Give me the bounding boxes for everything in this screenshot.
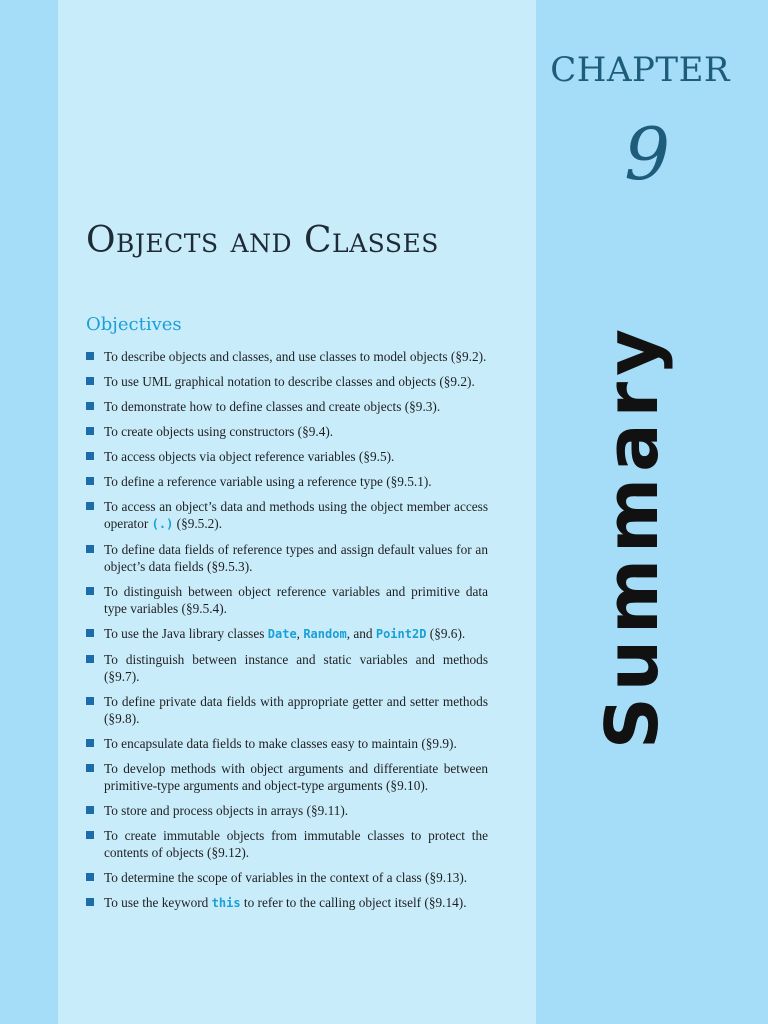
objective-text: To describe objects and classes, and use classes to model objects (§9.2). [104, 349, 487, 364]
chapter-title: Objects and Classes [86, 220, 439, 261]
objective-item [86, 869, 488, 886]
square-bullet-icon [86, 377, 94, 385]
objective-text: To determine the scope of variables in the context of a class (§9.13). [104, 870, 468, 885]
objective-item [86, 348, 488, 365]
square-bullet-icon [86, 739, 94, 747]
code-term: Date [267, 627, 297, 641]
objective-text: To create immutable objects from immutable classes to protect the contents of objects (§9.12). [104, 828, 488, 860]
square-bullet-icon [86, 427, 94, 435]
square-bullet-icon [86, 764, 94, 772]
square-bullet-icon [86, 831, 94, 839]
objective-text: , [296, 626, 304, 641]
square-bullet-icon [86, 352, 94, 360]
square-bullet-icon [86, 697, 94, 705]
chapter-number: 9 [624, 112, 670, 196]
objective-text: To create objects using constructors (§9.4). [104, 424, 334, 439]
objective-item [86, 625, 488, 643]
objective-item [86, 735, 488, 752]
objective-text: To encapsulate data fields to make classes easy to maintain (§9.9). [104, 736, 457, 751]
objective-list [86, 348, 488, 920]
objective-text: To store and process objects in arrays (§9.11). [104, 803, 349, 818]
objective-item [86, 541, 488, 575]
square-bullet-icon [86, 806, 94, 814]
objective-text: To use the Java library classes [104, 626, 268, 641]
square-bullet-icon [86, 452, 94, 460]
square-bullet-icon [86, 545, 94, 553]
objective-item [86, 760, 488, 794]
objective-text: To distinguish between instance and static variables and methods (§9.7). [104, 652, 488, 684]
objective-text: To use UML graphical notation to describe classes and objects (§9.2). [104, 374, 475, 389]
objective-item [86, 827, 488, 861]
code-term: this [211, 896, 241, 910]
objective-item [86, 583, 488, 617]
chapter-label: CHAPTER [550, 50, 730, 90]
code-term: Point2D [375, 627, 427, 641]
code-term: Random [303, 627, 347, 641]
square-bullet-icon [86, 502, 94, 510]
objective-item [86, 802, 488, 819]
square-bullet-icon [86, 655, 94, 663]
objective-item [86, 398, 488, 415]
square-bullet-icon [86, 402, 94, 410]
objective-item [86, 651, 488, 685]
square-bullet-icon [86, 587, 94, 595]
objective-text: , and [346, 626, 376, 641]
objectives-heading: Objectives [86, 314, 182, 335]
summary-side-label: Summary [590, 322, 674, 750]
objective-text: To distinguish between object reference variables and primitive data type variables (§9.5.4). [104, 584, 488, 616]
square-bullet-icon [86, 898, 94, 906]
objective-item [86, 373, 488, 390]
objective-item [86, 894, 488, 912]
code-term: (.) [151, 517, 174, 531]
objective-text: (§9.6). [426, 626, 466, 641]
objective-item [86, 473, 488, 490]
objective-text: To develop methods with object arguments and differentiate between primitive-type arguments and object-type arguments (§9.10). [104, 761, 488, 793]
square-bullet-icon [86, 477, 94, 485]
objective-text: (§9.5.2). [173, 516, 223, 531]
square-bullet-icon [86, 873, 94, 881]
objective-text: To use the keyword [104, 895, 212, 910]
objective-text: To define private data fields with appropriate getter and setter methods (§9.8). [104, 694, 488, 726]
objective-text: To define data fields of reference types and assign default values for an object’s data fields (§9.5.3). [104, 542, 488, 574]
objective-text: To access an object’s data and methods using the object member access operator [104, 499, 488, 531]
square-bullet-icon [86, 629, 94, 637]
objective-text: To demonstrate how to define classes and create objects (§9.3). [104, 399, 441, 414]
objective-item [86, 423, 488, 440]
objective-item [86, 498, 488, 533]
objective-text: To define a reference variable using a reference type (§9.5.1). [104, 474, 432, 489]
objective-text: To access objects via object reference variables (§9.5). [104, 449, 395, 464]
objective-item [86, 448, 488, 465]
objective-text: to refer to the calling object itself (§9.14). [240, 895, 467, 910]
objective-item [86, 693, 488, 727]
